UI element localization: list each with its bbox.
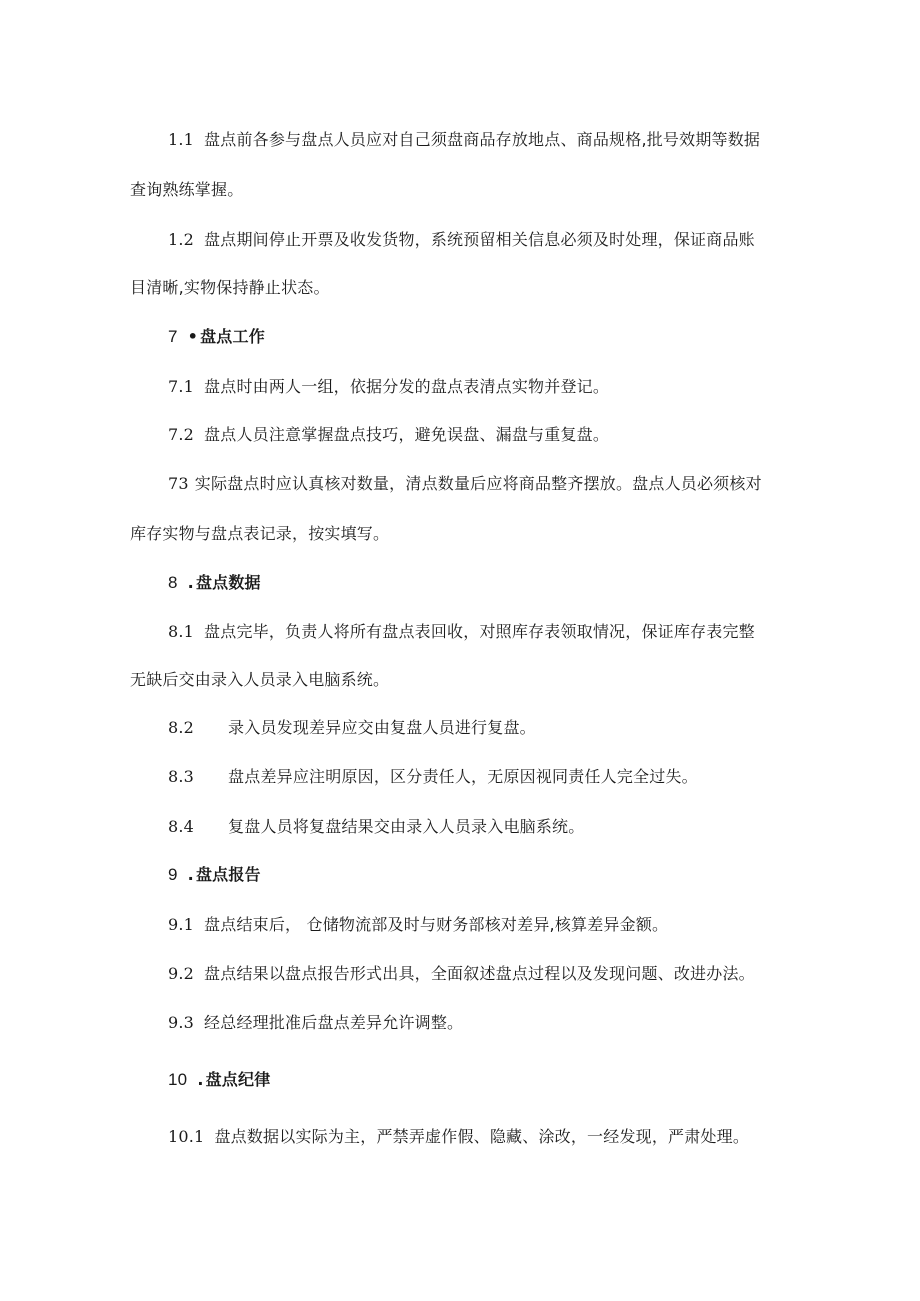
paragraph-text: 盘点期间停止开票及收发货物，系统预留相关信息必须及时处理，保证商品账 bbox=[204, 230, 755, 249]
section-number: 9 bbox=[168, 865, 178, 884]
paragraph-number: 9.2 bbox=[168, 964, 195, 983]
paragraph-number: 73 bbox=[168, 474, 189, 493]
paragraph-1-1-continued: 查询熟练掌握。 bbox=[130, 180, 244, 199]
paragraph-text: 盘点时由两人一组，依据分发的盘点表清点实物并登记。 bbox=[204, 377, 610, 396]
section-heading-7 bbox=[168, 327, 838, 347]
section-number: 10 bbox=[168, 1070, 188, 1089]
paragraph-text: 录入员发现差异应交由复盘人员进行复盘。 bbox=[228, 718, 536, 737]
section-title: 盘点纪律 bbox=[205, 1070, 271, 1089]
paragraph-7-3 bbox=[168, 474, 838, 494]
paragraph-number: 7.1 bbox=[168, 377, 195, 396]
paragraph-9-1 bbox=[168, 915, 838, 935]
section-title: 盘点报告 bbox=[195, 865, 261, 884]
paragraph-text: 经总经理批准后盘点差异允许调整。 bbox=[204, 1013, 464, 1032]
paragraph-text: 实际盘点时应认真核对数量，清点数量后应将商品整齐摆放。盘点人员必须核对 bbox=[194, 474, 762, 493]
paragraph-7-2 bbox=[168, 425, 838, 445]
paragraph-number: 9.3 bbox=[168, 1013, 195, 1032]
paragraph-number: 8.2 bbox=[168, 718, 195, 737]
paragraph-7-3-continued: 库存实物与盘点表记录，按实填写。 bbox=[130, 524, 390, 543]
paragraph-10-1 bbox=[168, 1127, 838, 1147]
section-heading-8 bbox=[168, 573, 838, 593]
paragraph-number: 8.3 bbox=[168, 767, 195, 786]
section-number: 8 bbox=[168, 573, 178, 592]
paragraph-number: 8.4 bbox=[168, 817, 195, 836]
paragraph-1-1 bbox=[168, 130, 838, 150]
paragraph-text: 复盘人员将复盘结果交由录入人员录入电脑系统。 bbox=[228, 817, 585, 836]
paragraph-text: 盘点完毕，负责人将所有盘点表回收，对照库存表领取情况，保证库存表完整 bbox=[204, 622, 755, 641]
paragraph-8-4 bbox=[168, 817, 838, 837]
paragraph-text: 盘点结束后， 仓储物流部及时与财务部核对差异,核算差异金额。 bbox=[204, 915, 669, 934]
paragraph-7-1 bbox=[168, 377, 838, 397]
paragraph-text: 盘点人员注意掌握盘点技巧，避免误盘、漏盘与重复盘。 bbox=[204, 425, 610, 444]
section-separator: . bbox=[187, 573, 194, 592]
paragraph-number: 7.2 bbox=[168, 425, 195, 444]
paragraph-8-3 bbox=[168, 767, 838, 787]
paragraph-8-2 bbox=[168, 718, 838, 738]
paragraph-text: 盘点数据以实际为主，严禁弄虚作假、隐藏、涂改，一经发现，严肃处理。 bbox=[214, 1127, 750, 1146]
paragraph-text: 盘点差异应注明原因，区分责任人，无原因视同责任人完全过失。 bbox=[228, 767, 698, 786]
section-separator: • bbox=[187, 327, 199, 346]
paragraph-number: 1.1 bbox=[168, 130, 195, 149]
paragraph-text: 盘点结果以盘点报告形式出具，全面叙述盘点过程以及发现问题、改进办法。 bbox=[204, 964, 755, 983]
paragraph-8-1 bbox=[168, 622, 838, 642]
paragraph-text: 盘点前各参与盘点人员应对自己须盘商品存放地点、商品规格,批号效期等数据 bbox=[204, 130, 761, 149]
paragraph-number: 1.2 bbox=[168, 230, 195, 249]
section-title: 盘点工作 bbox=[200, 327, 265, 346]
section-number: 7 bbox=[168, 327, 178, 346]
paragraph-9-3 bbox=[168, 1013, 838, 1033]
paragraph-1-2 bbox=[168, 230, 838, 250]
paragraph-number: 8.1 bbox=[168, 622, 195, 641]
paragraph-number: 10.1 bbox=[168, 1127, 205, 1146]
paragraph-number: 9.1 bbox=[168, 915, 195, 934]
paragraph-9-2 bbox=[168, 964, 838, 984]
section-heading-10 bbox=[168, 1070, 838, 1090]
paragraph-8-1-continued: 无缺后交由录入人员录入电脑系统。 bbox=[130, 670, 390, 689]
section-separator: . bbox=[187, 865, 194, 884]
section-heading-9 bbox=[168, 865, 838, 885]
section-title: 盘点数据 bbox=[195, 573, 261, 592]
section-separator: . bbox=[197, 1070, 204, 1089]
paragraph-1-2-continued: 目清晰,实物保持静止状态。 bbox=[130, 278, 330, 297]
